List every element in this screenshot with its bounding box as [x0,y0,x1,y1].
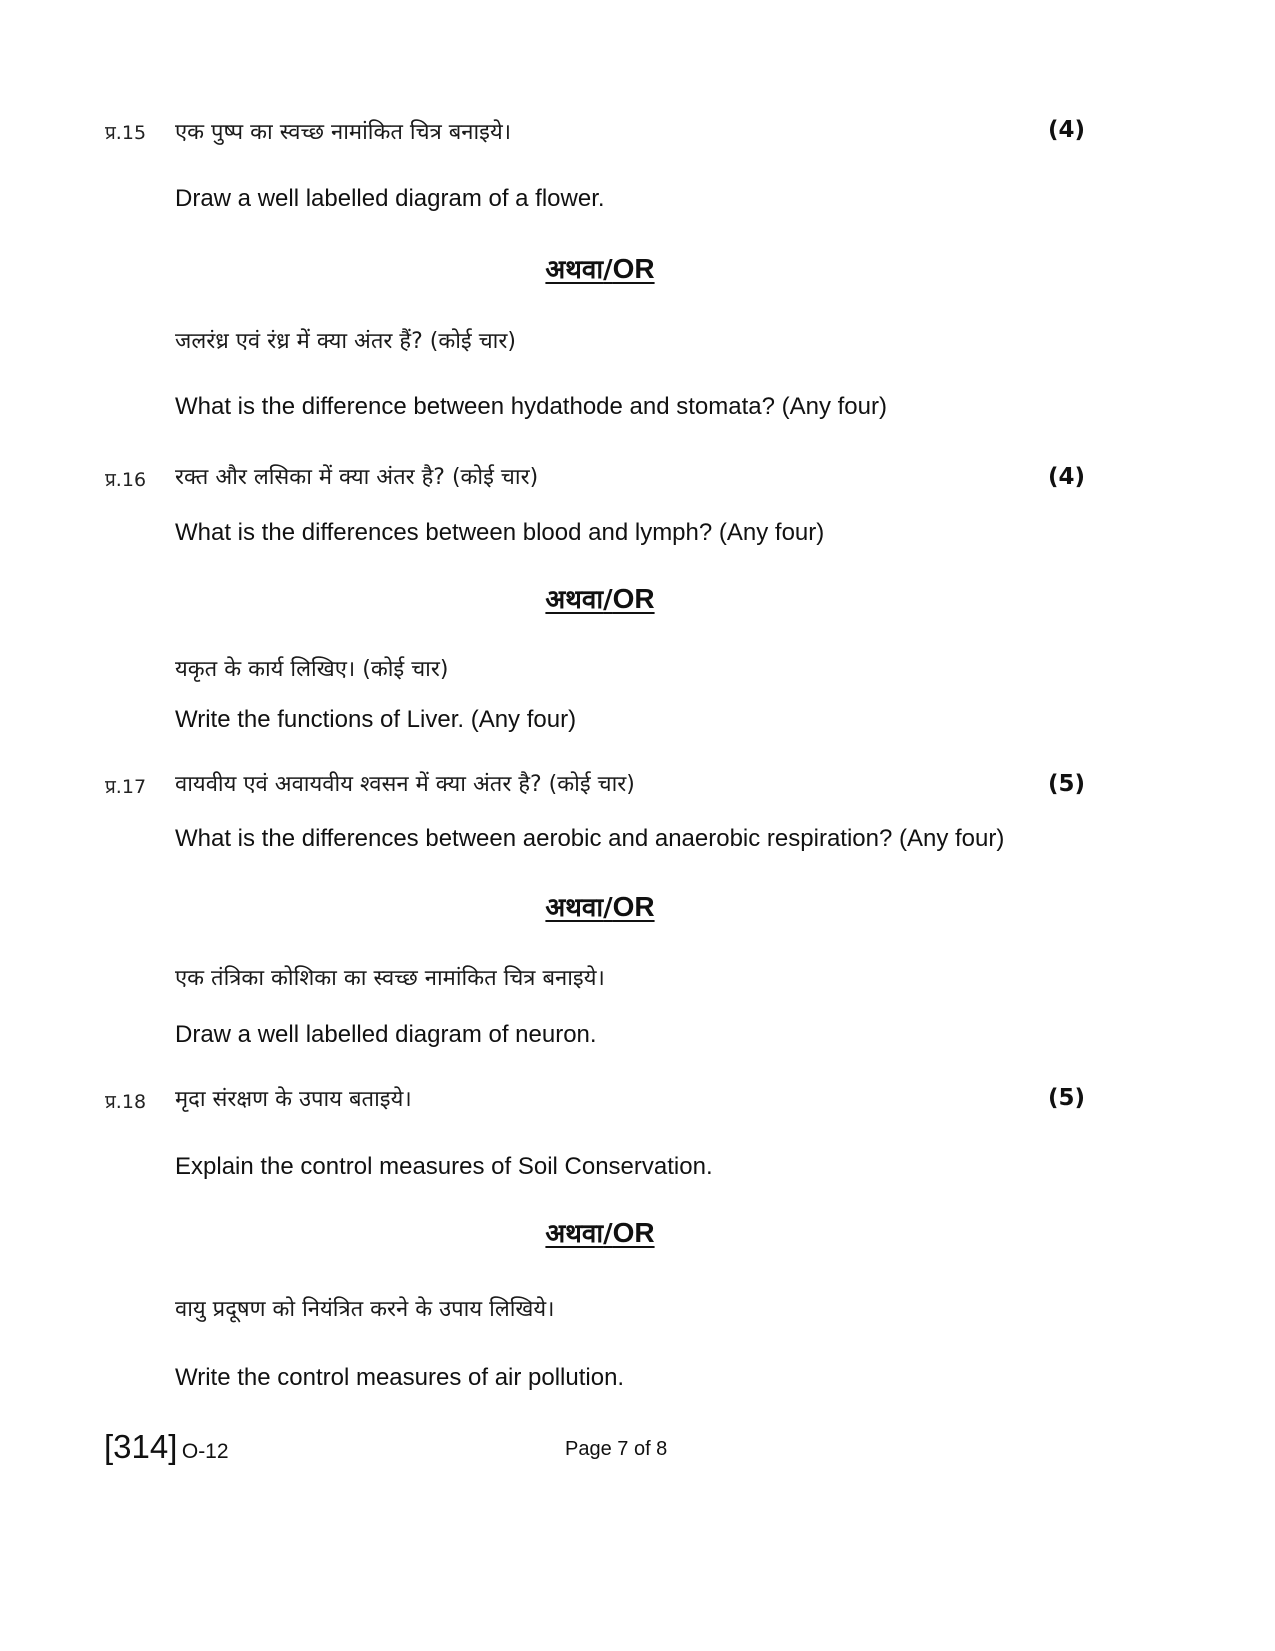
question-18-or-english-text: Write the control measures of air pollution. [175,1364,625,1391]
paper-code [104,1428,229,1466]
or-label-hindi: अथवा [545,585,604,615]
or-label-hindi: अथवा [545,255,604,285]
subject-code: [314] [104,1428,178,1465]
or-label-hindi: अथवा [545,1219,604,1249]
question-15-english-text: Draw a well labelled diagram of a flower. [175,185,605,212]
or-label-separator: / [603,1219,613,1249]
question-18-number: प्र.18 [105,1091,147,1113]
or-label-english: OR [612,1217,655,1248]
or-divider-18 [0,1214,1200,1250]
or-divider-15 [0,250,1200,286]
question-17-number: प्र.17 [105,776,147,798]
question-18-english-text: Explain the control measures of Soil Conservation. [175,1153,713,1180]
or-label-english: OR [612,583,655,614]
question-16-or-english-text: Write the functions of Liver. (Any four) [175,706,577,733]
question-15-or-hindi-text: जलरंध्र एवं रंध्र में क्या अंतर हैं? (कोई चार) [175,329,516,354]
question-17-or-hindi-text: एक तंत्रिका कोशिका का स्वच्छ नामांकित चित्र बनाइये। [175,966,605,991]
question-17-english-text: What is the differences between aerobic and anaerobic respiration? (Any four) [175,825,1005,852]
question-16-marks: (4) [1048,464,1086,490]
question-16-hindi-text: रक्त और लसिका में क्या अंतर है? (कोई चार) [175,465,539,490]
question-16-english-text: What is the differences between blood and lymph? (Any four) [175,519,825,546]
question-18-hindi-text: मृदा संरक्षण के उपाय बताइये। [175,1087,412,1112]
or-label-separator: / [603,585,613,615]
or-label-hindi: अथवा [545,893,604,923]
question-17-or-english-text: Draw a well labelled diagram of neuron. [175,1021,597,1048]
or-divider-17 [0,888,1200,924]
page-number: Page 7 of 8 [565,1438,668,1460]
or-label-separator: / [603,893,613,923]
or-label-english: OR [612,891,655,922]
question-18-or-hindi-text: वायु प्रदूषण को नियंत्रित करने के उपाय लिखिये। [175,1297,555,1322]
or-label-english: OR [612,253,655,284]
question-16-number: प्र.16 [105,469,147,491]
set-code: O-12 [181,1440,229,1463]
question-17-hindi-text: वायवीय एवं अवायवीय श्वसन में क्या अंतर है? (कोई चार) [175,772,635,797]
question-15-number: प्र.15 [105,122,147,144]
question-16-or-hindi-text: यकृत के कार्य लिखिए। (कोई चार) [175,657,449,682]
question-15-marks: (4) [1048,117,1086,143]
question-15-or-english-text: What is the difference between hydathode and stomata? (Any four) [175,393,887,420]
question-17-marks: (5) [1048,771,1086,797]
or-divider-16 [0,580,1200,616]
question-18-marks: (5) [1048,1085,1086,1111]
question-15-hindi-text: एक पुष्प का स्वच्छ नामांकित चित्र बनाइये। [175,120,512,145]
or-label-separator: / [603,255,613,285]
